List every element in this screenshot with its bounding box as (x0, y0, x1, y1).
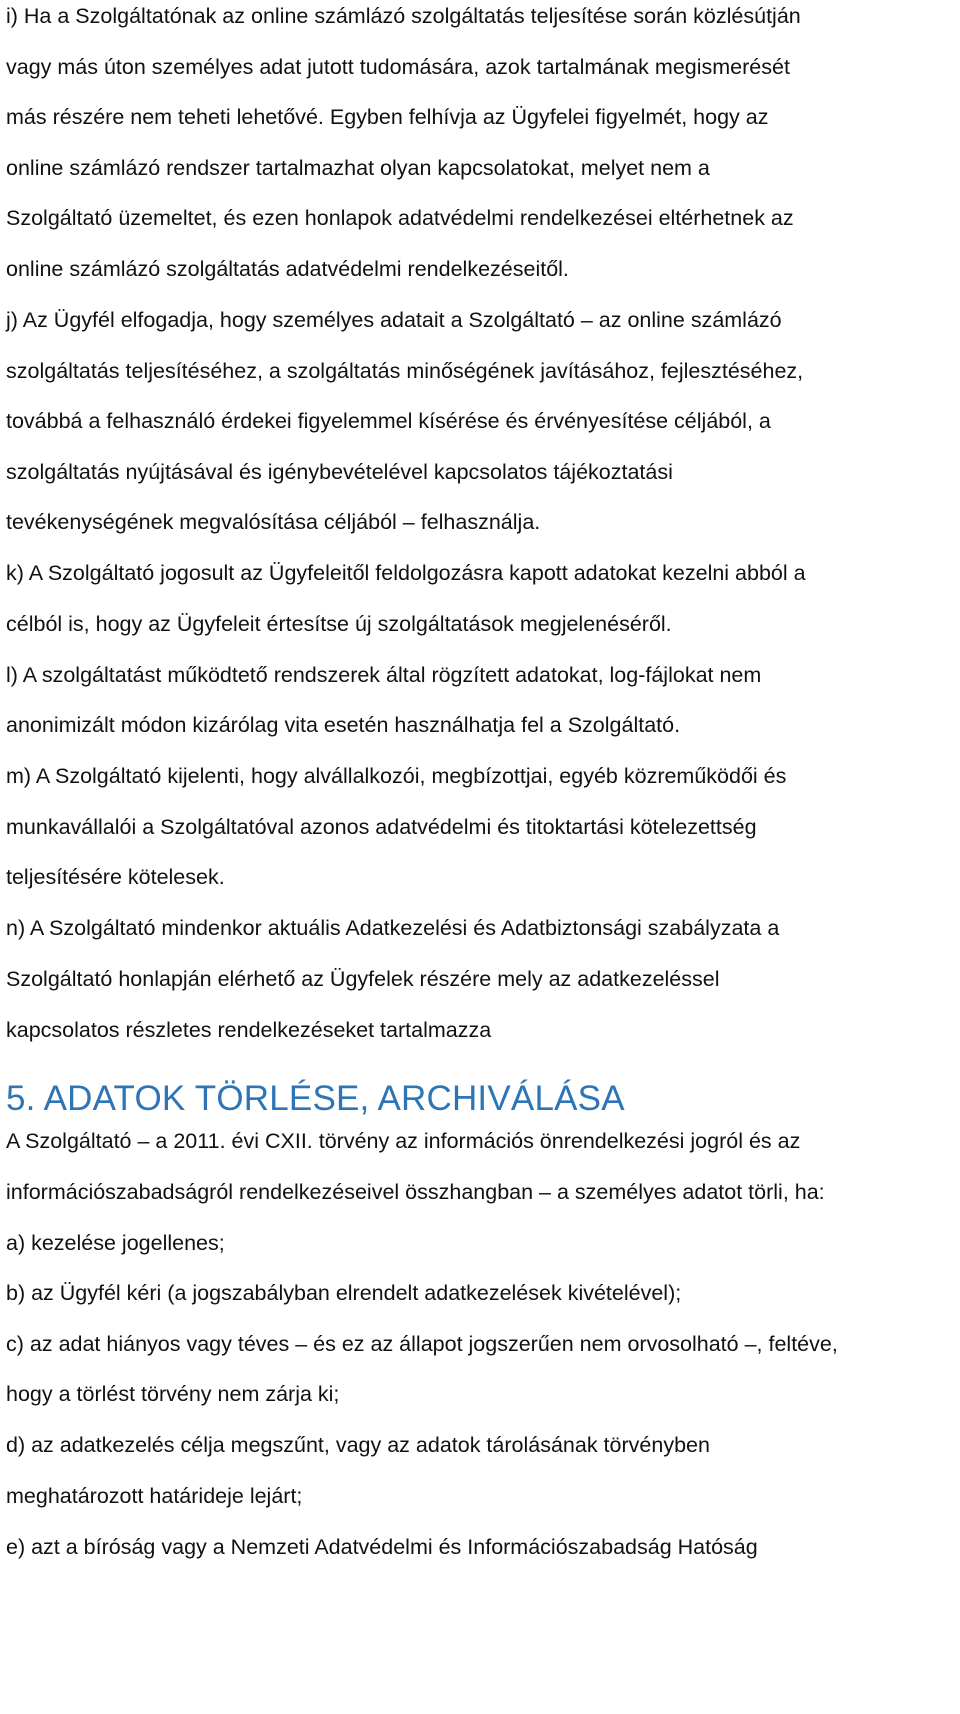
paragraph-n-line: n) A Szolgáltató mindenkor aktuális Adatkezelési és Adatbiztonsági szabályzata a (6, 916, 780, 940)
paragraph-i-line: Szolgáltató üzemeltet, és ezen honlapok adatvédelmi rendelkezései eltérhetnek az (6, 206, 794, 230)
paragraph-i-line: más részére nem teheti lehetővé. Egyben felhívja az Ügyfelei figyelmét, hogy az (6, 105, 769, 129)
list-item-b: b) az Ügyfél kéri (a jogszabályban elrendelt adatkezelések kivételével); (6, 1281, 682, 1305)
section-heading: 5. ADATOK TÖRLÉSE, ARCHIVÁLÁSA (6, 1079, 625, 1118)
paragraph-m-line: m) A Szolgáltató kijelenti, hogy alvállalkozói, megbízottjai, egyéb közreműködői és (6, 764, 787, 788)
section-intro-line: információszabadságról rendelkezéseivel összhangban – a személyes adatot törli, ha: (6, 1180, 825, 1204)
list-item-a: a) kezelése jogellenes; (6, 1231, 225, 1255)
paragraph-n-line: Szolgáltató honlapján elérhető az Ügyfelek részére mely az adatkezeléssel (6, 967, 720, 991)
paragraph-j-line: szolgáltatás teljesítéséhez, a szolgáltatás minőségének javításához, fejlesztéséhez, (6, 359, 804, 383)
paragraph-l-line: l) A szolgáltatást működtető rendszerek által rögzített adatokat, log-fájlokat nem (6, 663, 762, 687)
paragraph-m-line: munkavállalói a Szolgáltatóval azonos adatvédelmi és titoktartási kötelezettség (6, 815, 757, 839)
list-item-c-line: c) az adat hiányos vagy téves – és ez az állapot jogszerűen nem orvosolható –, feltéve, (6, 1332, 838, 1356)
paragraph-m-line: teljesítésére kötelesek. (6, 865, 225, 889)
paragraph-n-line: kapcsolatos részletes rendelkezéseket tartalmazza (6, 1018, 492, 1042)
list-item-c-line: hogy a törlést törvény nem zárja ki; (6, 1382, 340, 1406)
paragraph-j-line: szolgáltatás nyújtásával és igénybevételével kapcsolatos tájékoztatási (6, 460, 673, 484)
paragraph-k-line: k) A Szolgáltató jogosult az Ügyfeleitől feldolgozásra kapott adatokat kezelni abból a (6, 561, 806, 585)
list-item-d-line: meghatározott határideje lejárt; (6, 1484, 303, 1508)
paragraph-i-line: i) Ha a Szolgáltatónak az online számlázó szolgáltatás teljesítése során közlésútján (6, 4, 801, 28)
list-item-d-line: d) az adatkezelés célja megszűnt, vagy az adatok tárolásának törvényben (6, 1433, 710, 1457)
paragraph-j-line: továbbá a felhasználó érdekei figyelemmel kísérése és érvényesítése céljából, a (6, 409, 771, 433)
paragraph-j-line: tevékenységének megvalósítása céljából – felhasználja. (6, 510, 541, 534)
paragraph-k-line: célból is, hogy az Ügyfeleit értesítse új szolgáltatások megjelenéséről. (6, 612, 672, 636)
paragraph-i-line: vagy más úton személyes adat jutott tudomására, azok tartalmának megismerését (6, 55, 790, 79)
section-intro-line: A Szolgáltató – a 2011. évi CXII. törvény az információs önrendelkezési jogról és az (6, 1129, 801, 1153)
paragraph-i-line: online számlázó rendszer tartalmazhat olyan kapcsolatokat, melyet nem a (6, 156, 710, 180)
list-item-e: e) azt a bíróság vagy a Nemzeti Adatvédelmi és Információszabadság Hatóság (6, 1535, 758, 1559)
paragraph-i-line: online számlázó szolgáltatás adatvédelmi rendelkezéseitől. (6, 257, 569, 281)
paragraph-l-line: anonimizált módon kizárólag vita esetén használhatja fel a Szolgáltató. (6, 713, 681, 737)
paragraph-j-line: j) Az Ügyfél elfogadja, hogy személyes adatait a Szolgáltató – az online számlázó (6, 308, 782, 332)
